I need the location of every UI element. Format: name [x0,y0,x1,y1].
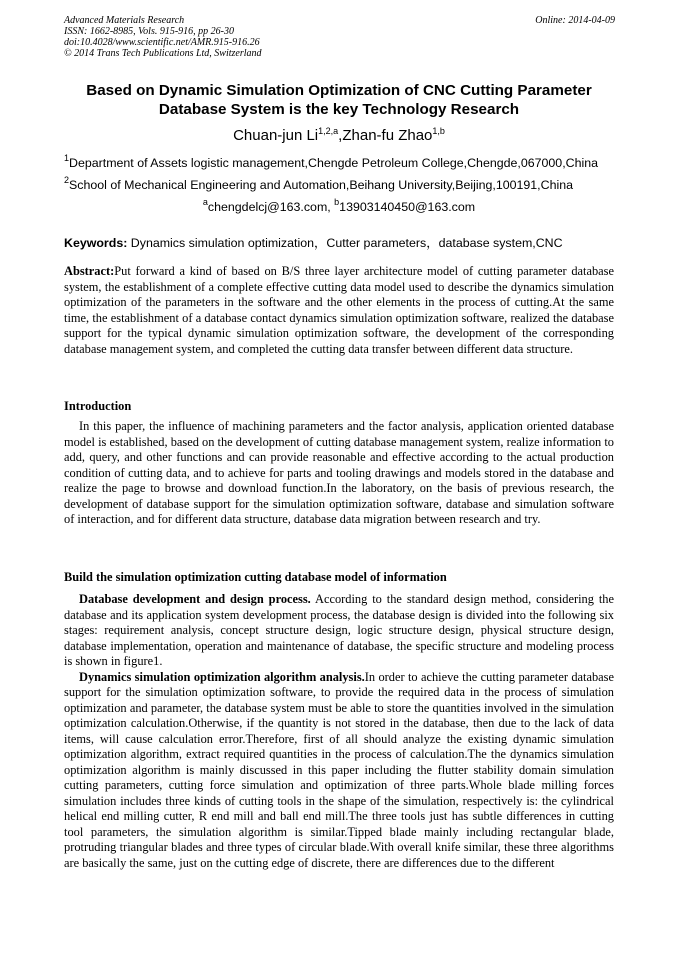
title-line-1: Based on Dynamic Simulation Optimization of CNC Cutting Parameter [86,82,592,99]
online-date: Online: 2014-04-09 [535,15,615,26]
paragraph-2-text: In order to achieve the cutting parameter database support for the simulation optimization software, to provide the required data in the process of simulation optimization and parameter, the database system must be able to store the quantities involved in the simulation optimization calculation.Otherwise, if the quantity is not stored in the database, then due to the lack of data items, will cause calculation error.Therefore, first of all should analyze the existing dynamic simulation optimization algorithm, extract required quantities in the process of calculation.The the dynamics simulation optimization algorithm is mainly discussed in this paper including the flutter stability domain simulation cutting parameters, cutting force simulation and optimization of three parts.Whole blade milling forces simulation includes three kinds of cutting tools in the shape of the simulation, respectively is: the cylindrical helical end milling cutter, R end mill and ball end mill.The three tools just has subtle differences in cutting tool parameters, the simulation algorithm is similar.Tipped blade mainly including rectangular blade, protruding triangular blades and three types of circular blade.With overall knife similar, these three algorithms are basically the same, just on the cutting edge of discrete, there are differences due to the different [64,669,614,870]
section-2-heading: Build the simulation optimization cutting database model of information [64,570,447,584]
keywords [64,236,624,251]
author-separator: , [338,127,343,144]
journal-header [64,15,262,59]
issn-line: ISSN: 1662-8985, Vols. 915-916, pp 26-30 [64,26,234,37]
paper-title [64,81,614,119]
affiliation-2-mark: 2 [64,175,70,185]
affiliation-2-text: School of Mechanical Engineering and Automation,Beihang University,Beijing,100191,China [69,178,573,192]
email-a-mark: a [202,197,208,207]
affiliation-1-mark: 1 [64,153,70,163]
email-b-mark: b [334,197,340,207]
copyright-line: © 2014 Trans Tech Publications Ltd, Switzerland [64,48,262,59]
keywords-text: Dynamics simulation optimization，Cutter parameters，database system,CNC [127,236,563,250]
keywords-label: Keywords: [64,236,128,250]
author-1-name: Chuan-jun Li [233,127,319,144]
author-2-affiliation-mark: 1,b [432,126,445,136]
abstract-label: Abstract: [64,264,115,278]
abstract-text: Put forward a kind of based on B/S three layer architecture model of cutting parameter database system, the establishment of a complete effective cutting data model used to describe the dynamics simulation optimization of the parameters in the software and the other elements in the process of cutting.At the same time, the establishment of a database contact dynamics simulation optimization software, realized the database support for the typical dynamic simulation optimization software, the development of the corresponding database management system, and completed the cutting data transfer between different data structure. [64,264,614,356]
abstract [64,264,614,357]
introduction-paragraph [64,419,614,528]
paragraph-2-lead: Dynamics simulation optimization algorithm analysis. [79,669,365,684]
title-line-2: Database System is the key Technology Research [158,101,520,118]
journal-name: Advanced Materials Research [64,15,185,26]
affiliation-1-text: Department of Assets logistic management,Chengde Petroleum College,Chengde,067000,China [69,156,599,170]
section-2-paragraph-2 [64,670,614,872]
author-emails [64,197,614,215]
affiliation-2 [64,175,624,193]
author-list [64,127,614,145]
section-2-paragraph-1 [64,592,614,670]
affiliation-1 [64,153,624,171]
email-a: chengdelcj@163.com, [207,200,335,214]
section-2-body [64,592,614,871]
email-b: 13903140450@163.com [339,200,476,214]
introduction-heading: Introduction [64,399,132,413]
introduction-text: In this paper, the influence of machining parameters and the factor analysis, application oriented database model is established, based on the development of cutting database management system, realize information to add, query, and other functions and can provide reasonable and effective according to the actual production condition of cutting data, and to achieve for parts and tooling drawings and models stored in the database and realize the page to browse and download function.In the laboratory, on the basis of previous research, the development of database support for the simulation optimization software, database and simulation software of interaction, and for different data structure, database data migration between research and try. [64,419,614,526]
author-2-name: Zhan-fu Zhao [342,127,433,144]
doi-line: doi:10.4028/www.scientific.net/AMR.915-916.26 [64,37,260,48]
paragraph-1-text: According to the standard design method, considering the database and its application system development process, the database design is divided into the following six stages: requirement analysis, concept structure design, logic structure design, physical structure design, database implementation, operation and maintenance of database, the specific structure and modeling process is shown in figure1. [64,592,614,668]
paragraph-1-lead: Database development and design process. [79,592,311,606]
author-1-affiliation-mark: 1,2,a [318,126,339,136]
